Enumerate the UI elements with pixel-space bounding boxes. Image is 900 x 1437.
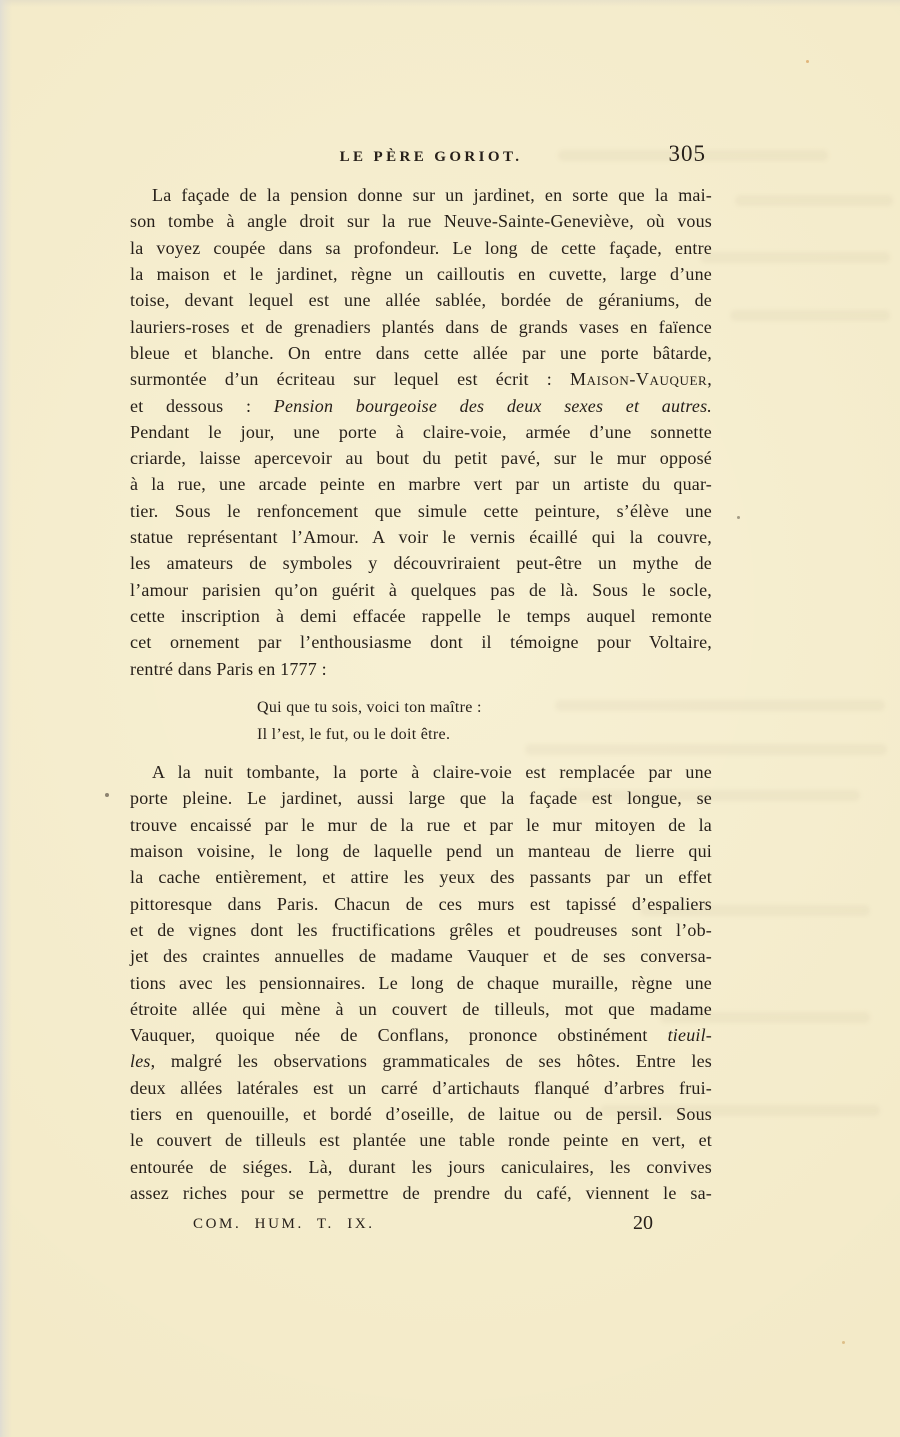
body-line: l’amour parisien qu’on guérit à quelques pas de là. Sous le socle, <box>130 579 712 600</box>
body-line: son tombe à angle droit sur la rue Neuve-Sainte-Geneviève, où vous <box>130 211 712 232</box>
ink-speck <box>737 516 740 519</box>
body-line: cet ornement par l’enthousiasme dont il témoigne pour Voltaire, <box>130 632 712 653</box>
body-line: rentré dans Paris en 1777 : <box>130 658 327 679</box>
body-line: étroite allée qui mène à un couvert de tilleuls, mot que madame <box>130 998 712 1019</box>
body-line: deux allées latérales est un carré d’artichauts flanqué d’arbres frui- <box>130 1077 712 1098</box>
sheet-number: 20 <box>633 1212 653 1234</box>
paragraph <box>130 182 712 682</box>
body-line: et dessous : Pension bourgeoise des deux sexes et autres. <box>130 395 712 416</box>
verse-line: Qui que tu sois, voici ton maître : <box>257 699 482 716</box>
page-footer <box>130 1212 712 1244</box>
verse <box>257 694 482 748</box>
body-line: tier. Sous le renfoncement que simule cette peinture, s’élève une <box>130 500 712 521</box>
body-line: criarde, laisse apercevoir au bout du petit pavé, sur le mur opposé <box>130 448 712 469</box>
body-line: tiers en quenouille, et bordé d’oseille, de laitue ou de persil. Sous <box>130 1104 712 1125</box>
header-title: LE PÈRE GORIOT. <box>339 149 523 165</box>
body-line: pittoresque dans Paris. Chacun de ces murs est tapissé d’espaliers <box>130 893 712 914</box>
body-line: les amateurs de symboles y découvriraient peut-être un mythe de <box>130 553 712 574</box>
body-line: trouve encaissé par le mur de la rue et par le mur mitoyen de la <box>130 814 712 835</box>
body-line: le couvert de tilleuls est plantée une table ronde peinte en vert, et <box>130 1130 712 1151</box>
body-line: toise, devant lequel est une allée sablée, bordée de géraniums, de <box>130 290 712 311</box>
body-line: jet des craintes annuelles de madame Vauquer et de ses conversa- <box>130 946 712 967</box>
body-line: la voyez coupée dans sa profondeur. Le long de cette façade, entre <box>130 237 712 258</box>
body-line: statue représentant l’Amour. A voir le vernis écaillé qui la couvre, <box>130 527 712 548</box>
verse-line: Il l’est, le fut, ou le doit être. <box>257 726 451 743</box>
body-line: A la nuit tombante, la porte à claire-voie est remplacée par une <box>152 762 712 782</box>
body-line: la cache entièrement, et attire les yeux des passants par un effet <box>130 867 712 888</box>
page-number: 305 <box>668 141 706 166</box>
body-line: la maison et le jardinet, règne un cailloutis en cuvette, large d’une <box>130 263 712 284</box>
body-line: les, malgré les observations grammaticales de ses hôtes. Entre les <box>130 1051 712 1072</box>
ink-speck <box>842 1341 845 1344</box>
ink-speck <box>105 793 109 797</box>
body-line: La façade de la pension donne sur un jardinet, en sorte que la mai- <box>152 185 712 205</box>
body-line: Vauquer, quoique née de Conflans, prononce obstinément tieuil- <box>130 1025 712 1046</box>
body-line: maison voisine, le long de laquelle pend un manteau de lierre qui <box>130 840 712 861</box>
running-header <box>130 141 712 176</box>
body-line: porte pleine. Le jardinet, aussi large que la façade est longue, se <box>130 788 712 809</box>
printer-signature: COM. HUM. T. IX. <box>193 1216 375 1232</box>
ink-speck <box>806 60 809 63</box>
body-line: assez riches pour se permettre de prendre du café, viennent le sa- <box>130 1183 712 1203</box>
body-line: tions avec les pensionnaires. Le long de chaque muraille, règne une <box>130 972 712 993</box>
body-line: à la rue, une arcade peinte en marbre vert par un artiste du quar- <box>130 474 712 495</box>
body-line: Pendant le jour, une porte à claire-voie, armée d’une sonnette <box>130 421 712 442</box>
body-line: entourée de siéges. Là, durant les jours caniculaires, les convives <box>130 1156 712 1177</box>
body-line: lauriers-roses et de grenadiers plantés dans de grands vases en faïence <box>130 316 712 337</box>
body-line: cette inscription à demi effacée rappelle le temps auquel remonte <box>130 606 712 626</box>
paragraph <box>130 759 712 1206</box>
body-line: surmontée d’un écriteau sur lequel est écrit : Maison-Vauquer, <box>130 369 712 390</box>
body-line: bleue et blanche. On entre dans cette allée par une porte bâtarde, <box>130 342 712 363</box>
body-line: et de vignes dont les fructifications grêles et poudreuses sont l’ob- <box>130 919 712 940</box>
